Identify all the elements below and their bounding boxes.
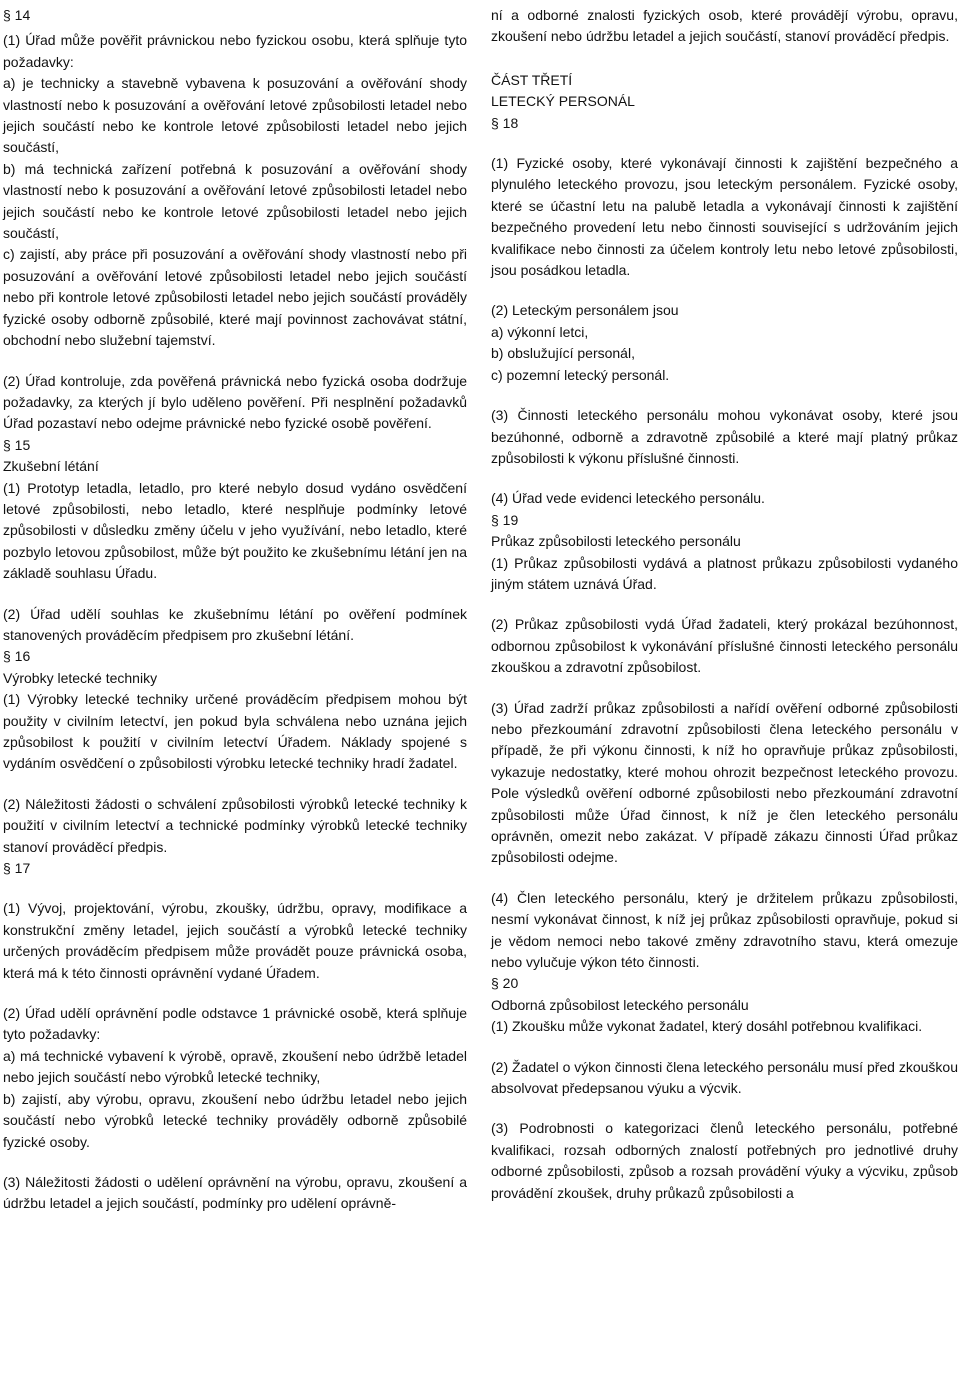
paragraph: (2) Průkaz způsobilosti vydá Úřad žadateli, který prokázal bezúhonnost, odbornou způsobilost k vykonávání příslušné činnosti leteckého personálu zkouškou a zdravotní způsobilost. (491, 616, 958, 676)
paragraph: (2) Úřad udělí souhlas ke zkušebnímu létání po ověření podmínek stanovených prováděcím předpisem pro zkušební létání. (3, 605, 467, 643)
section-heading-17: § 17 (3, 860, 31, 877)
paragraph: (1) Fyzické osoby, které vykonávají činnosti k zajištění bezpečného a plynulého leteckého provozu, jsou leteckým personálem. Fyzické osoby, které se účastní letu na palubě letadla a vykonávají činnosti k zajištění bezpečného provedení letu nebo činnosti související s udržováním jejich kvalifikace nebo činnosti za účelem kontroly letu nebo letové způsobilosti, jsou posádkou letadla. (491, 155, 958, 279)
paragraph: (3) Činnosti leteckého personálu mohou vykonávat osoby, které jsou bezúhonné, odborně a zdravotně způsobilé a které mají platný průkaz způsobilosti k výkonu příslušné činnosti. (491, 407, 958, 466)
paragraph: (1) Průkaz způsobilosti vydává a platnost průkazu způsobilosti vydaného jiným státem uznává Úřad. (491, 554, 958, 592)
paragraph: (2) Úřad kontroluje, zda pověřená právnická nebo fyzická osoba dodržuje požadavky, za kterých jí bylo uděleno pověření. Při nesplnění požadavků Úřad pozastaví nebo odejme právnické nebo fyzické osobě pověření. (3, 372, 467, 432)
paragraph: (2) Náležitosti žádosti o schválení způsobilosti výrobků letecké techniky k použití v civilním letectví a technické podmínky výrobků letecké techniky stanoví prováděcí předpis. (3, 795, 467, 855)
section-heading-20: § 20 (491, 975, 519, 992)
paragraph: (1) Zkoušku může vykonat žadatel, který dosáhl potřebnou kvalifikaci. (491, 1018, 923, 1035)
list-item: b) zajistí, aby výrobu, opravu, zkoušení nebo údržbu letadel nebo jejich součástí nebo výrobků letecké techniky prováděly odborně způsobilé fyzické osoby. (3, 1090, 467, 1150)
section-heading-19: § 19 (491, 511, 519, 528)
section-heading-15: § 15 (3, 436, 31, 453)
section-title: Odborná způsobilost leteckého personálu (491, 996, 749, 1013)
section-heading-18: § 18 (491, 114, 519, 131)
list-item: b) obslužující personál, (491, 345, 635, 362)
list-item: a) výkonní letci, (491, 323, 589, 340)
list-item: b) má technická zařízení potřebná k posuzování a ověřování shody vlastností nebo k posuzování a ověřování letové způsobilosti letadel nebo jejich součástí nebo ke kontrole letové způsobilosti letadel nebo jejich součástí, (3, 160, 467, 242)
paragraph: ní a odborné znalosti fyzických osob, které provádějí výrobu, opravu, zkoušení nebo údržbu letadel a jejich součástí, stanoví prováděcí předpis. (491, 7, 958, 45)
paragraph: (2) Žadatel o výkon činnosti člena leteckého personálu musí před zkouškou absolvovat předepsanou výuku a výcvik. (491, 1058, 958, 1097)
part-title: ČÁST TŘETÍ (491, 71, 573, 88)
paragraph: (3) Úřad zadrží průkaz způsobilosti a nařídí ověření odborné způsobilosti nebo přezkoumání zdravotní způsobilosti člena leteckého personálu v případě, že při výkonu činnosti, k níž ho opravňuje průkaz způsobilosti, vykazuje nedostatky, které mohou ohrozit bezpečnost leteckého provozu. Pole výsledků ověření odborné způsobilosti nebo přezkoumání zdravotní způsobilosti může Úřad činnost, k níž je člen leteckého personálu oprávněn, omezit nebo zakázat. V případě zákazu činnosti Úřad průkaz způsobilosti odejme. (491, 699, 958, 866)
paragraph: (1) Prototyp letadla, letadlo, pro které nebylo dosud vydáno osvědčení letové způsobilosti, nebo letadlo, které nesplňuje podmínky letové způsobilosti v důsledku změny účelu v jeho využívání, nebo letadlo, které pozbylo letovou způsobilost, může být použito ke zkušebnímu létání jen na základě souhlasu Úřadu. (3, 479, 467, 582)
paragraph: (2) Leteckým personálem jsou (491, 302, 679, 319)
list-item: a) je technicky a stavebně vybavena k posuzování a ověřování shody vlastností nebo k posuzování a ověřování letové způsobilosti letadel nebo jejich součástí nebo ke kontrole letové způsobilosti letadel nebo jejich součástí, (3, 75, 467, 156)
paragraph: (3) Náležitosti žádosti o udělení oprávnění na výrobu, opravu, zkoušení a údržbu letadel a jejich součástí, podmínky pro udělení oprávně- (3, 1173, 467, 1212)
section-heading-14: § 14 (3, 7, 31, 23)
section-heading-16: § 16 (3, 648, 31, 665)
paragraph: (1) Výrobky letecké techniky určené prováděcím předpisem mohou být použity v civilním letectví, jen pokud byla schválena nebo uznána jejich způsobilost k použití v civilním letectví Úřadem. Náklady spojené s vydáním osvědčení o způsobilosti výrobku letecké techniky hradí žadatel. (3, 691, 467, 772)
paragraph: (1) Úřad může pověřit právnickou nebo fyzickou osobu, která splňuje tyto požadavky: (3, 32, 467, 70)
paragraph: (1) Vývoj, projektování, výrobu, zkoušky, údržbu, opravy, modifikace a konstrukční změny letadel, jejich součástí a výrobků letecké techniky určených prováděcím předpisem může provádět pouze právnická osoba, která má k této činnosti oprávnění vydané Úřadem. (3, 900, 467, 981)
section-title: Výrobky letecké techniky (3, 669, 158, 686)
list-item: a) má technické vybavení k výrobě, opravě, zkoušení nebo údržbě letadel nebo jejich součástí nebo výrobků letecké techniky, (3, 1047, 467, 1086)
paragraph: (2) Úřad udělí oprávnění podle odstavce 1 právnické osobě, která splňuje tyto požadavky: (3, 1005, 467, 1043)
section-title: Zkušební létání (3, 458, 99, 475)
part-subtitle: LETECKÝ PERSONÁL (491, 93, 635, 110)
list-item: c) pozemní letecký personál. (491, 366, 670, 383)
list-item: c) zajistí, aby práce při posuzování a ověřování shody vlastností nebo při posuzování a ověřování letové způsobilosti letadel nebo jejich součástí nebo při kontrole letové způsobilosti letadel nebo jejich součástí prováděly fyzické osoby odborně způsobilé, které mají povinnost zachovávat státní, obchodní nebo služební tajemství. (3, 246, 467, 349)
left-column (3, 5, 467, 1215)
paragraph: (4) Člen leteckého personálu, který je držitelem průkazu způsobilosti, nesmí vykonávat činnost, k níž jej průkaz způsobilosti opravňuje, pokud si je vědom nemoci nebo takové změny zdravotního stavu, která omezuje nebo vylučuje výkon této činnosti. (491, 889, 958, 971)
paragraph: (3) Podrobnosti o kategorizaci členů leteckého personálu, potřebné kvalifikaci, rozsah odborných znalostí potřebných pro jednotlivé druhy odborné způsobilosti, způsob a rozsah provádění výuky a výcviku, způsob provádění zkoušek, druhy průkazů způsobilosti a (491, 1120, 958, 1201)
right-column (491, 5, 958, 1204)
section-title: Průkaz způsobilosti leteckého personálu (491, 533, 741, 550)
paragraph: (4) Úřad vede evidenci leteckého personálu. (491, 490, 765, 507)
